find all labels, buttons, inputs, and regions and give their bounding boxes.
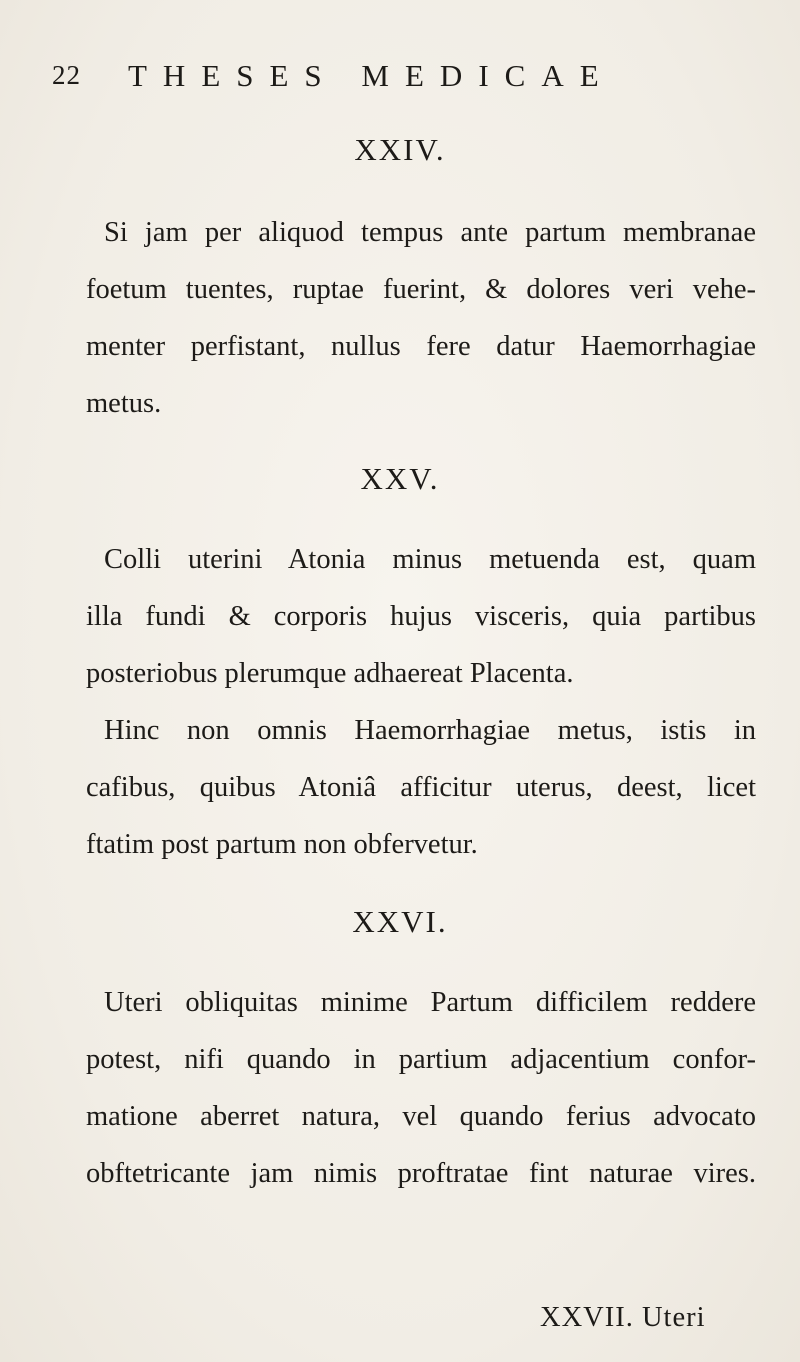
paragraph-xxv	[86, 531, 756, 873]
text-line: Colli uterini Atonia minus metuenda est, quam	[104, 544, 756, 575]
running-title: THESES MEDICAE	[128, 58, 615, 93]
paragraph-xxiv	[86, 204, 756, 432]
text-line: obftetricante jam nimis proftratae fint naturae vires.	[86, 1158, 756, 1189]
section-heading-xxiv: XXIV.	[354, 132, 446, 167]
page-number: 22	[52, 60, 81, 90]
text-line: matione aberret natura, vel quando ferius advocato	[86, 1101, 756, 1132]
text-line: Si jam per aliquod tempus ante partum membranae	[104, 217, 756, 248]
paragraph-xxvi	[86, 974, 756, 1202]
text-line: potest, nifi quando in partium adjacentium confor-	[86, 1044, 756, 1075]
text-line: posteriobus plerumque adhaereat Placenta.	[86, 658, 574, 689]
text-line: Hinc non omnis Haemorrhagiae metus, istis in	[104, 715, 756, 746]
text-line: Uteri obliquitas minime Partum difficilem reddere	[104, 987, 756, 1018]
text-line: metus.	[86, 388, 162, 419]
catchword: XXVII. Uteri	[540, 1302, 706, 1333]
page-header	[52, 58, 752, 98]
text-line: illa fundi & corporis hujus visceris, quia partibus	[86, 601, 756, 632]
text-line: menter perfistant, nullus fere datur Haemorrhagiae	[86, 331, 756, 362]
text-line: ftatim post partum non obfervetur.	[86, 829, 478, 860]
section-heading-xxvi: XXVI.	[352, 904, 448, 939]
text-line: cafibus, quibus Atoniâ afficitur uterus, deest, licet	[86, 772, 756, 803]
section-heading-xxv: XXV.	[360, 461, 440, 496]
text-line: foetum tuentes, ruptae fuerint, & dolores veri vehe-	[86, 274, 756, 305]
